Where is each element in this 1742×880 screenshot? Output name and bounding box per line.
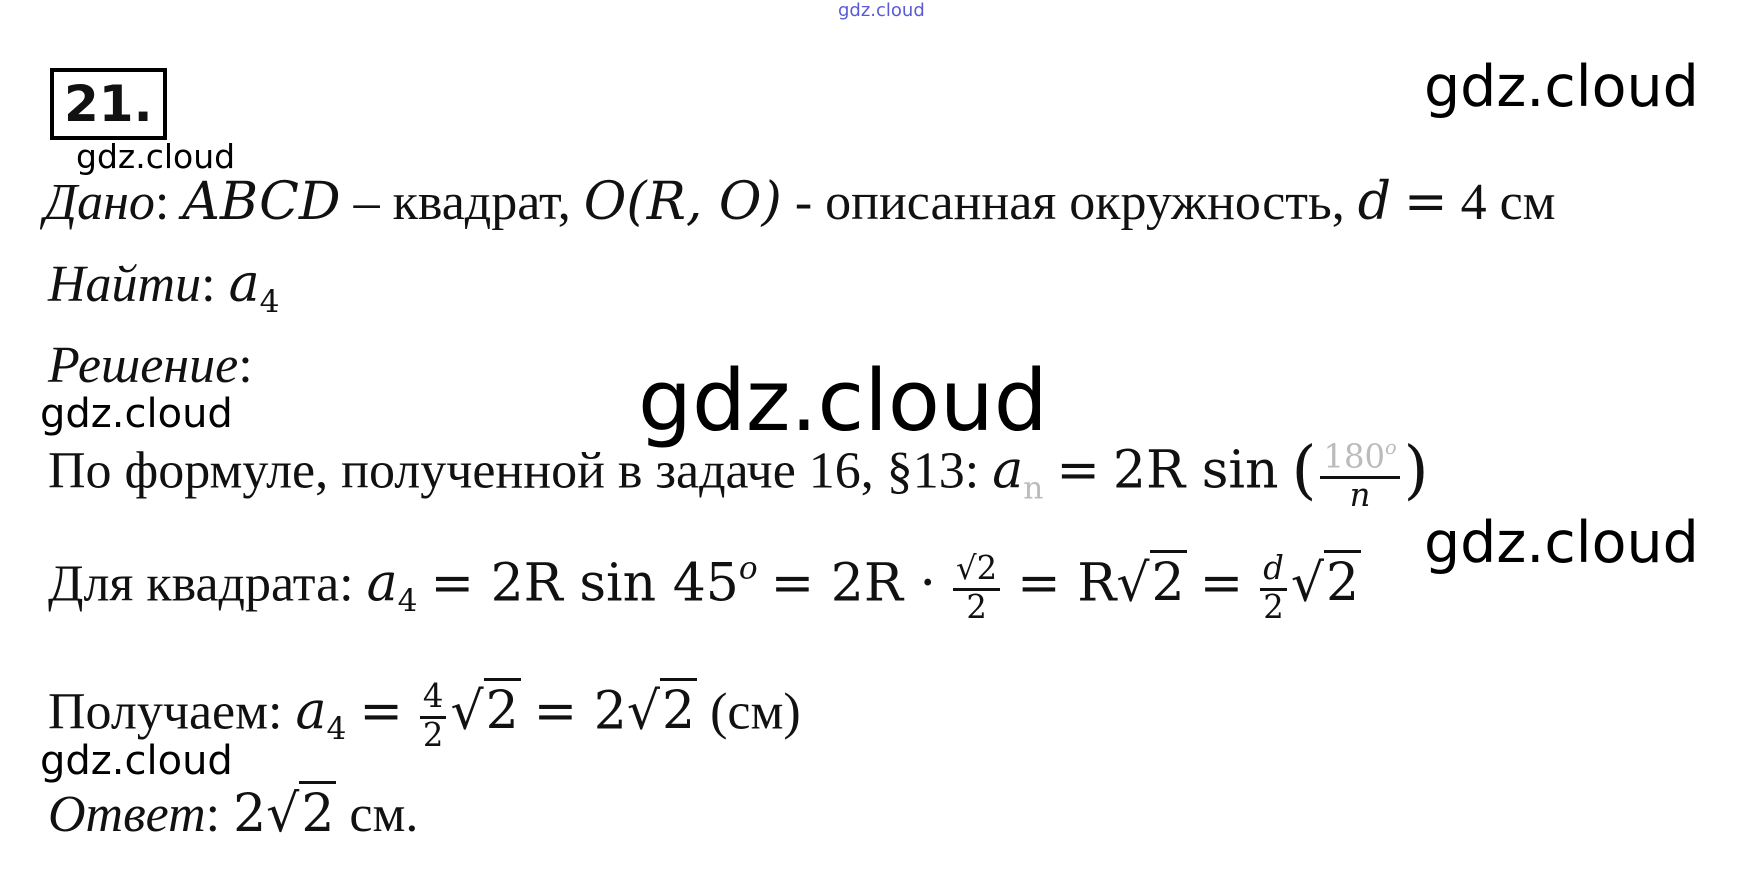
result-lhs-var: a xyxy=(295,681,327,742)
watermark-top: gdz.cloud xyxy=(838,0,925,21)
given-dash: – xyxy=(353,174,380,231)
result-frac-den: 2 xyxy=(422,715,444,754)
answer-unit: см. xyxy=(349,786,419,843)
answer-root-value: 2 xyxy=(299,781,336,844)
find-var: a xyxy=(228,254,260,314)
given-line: Дано: ABCD – квадрат, O(R, O) - описанная окружность, d = 4 см xyxy=(44,172,1556,232)
square-deg: o xyxy=(738,550,758,587)
given-eq: = xyxy=(1404,172,1448,232)
formula-lhs-index: n xyxy=(1023,470,1044,507)
given-d-value: 4 см xyxy=(1460,174,1556,231)
result-root-1: √2 xyxy=(450,678,520,741)
formula-frac-num: 180 xyxy=(1323,437,1385,476)
answer-line: Ответ: 2√2 см. xyxy=(48,788,418,841)
result-root-2-value: 2 xyxy=(660,678,697,741)
result-lhs-index: 4 xyxy=(326,711,347,748)
formula-frac-deg: o xyxy=(1385,436,1397,459)
find-index: 4 xyxy=(259,283,280,320)
square-part-1: = 2R sin 45 xyxy=(430,553,739,614)
square-frac1-num: √2 xyxy=(953,552,1000,591)
watermark-mid-right: gdz.cloud xyxy=(1424,510,1699,576)
watermark-small-3: gdz.cloud xyxy=(40,738,233,784)
formula-text: По формуле, полученной в задаче 16, §13: xyxy=(48,442,980,500)
result-unit: (см) xyxy=(710,683,801,741)
given-d-var: d xyxy=(1357,172,1392,232)
result-fraction xyxy=(420,677,447,754)
formula-line: По формуле, полученной в задаче 16, §13: $a_n = 2R$ sin ( $\frac{180^o}{n}$ ) xyxy=(48,433,1429,515)
solution-label: Решение xyxy=(48,337,239,394)
find-line: Найти: $a_4$ xyxy=(48,254,280,320)
result-frac-num: 4 xyxy=(420,680,447,719)
square-frac1-den: 2 xyxy=(966,587,987,626)
formula-lhs-var: a xyxy=(992,440,1024,501)
square-root-2-value: 2 xyxy=(1324,550,1361,613)
answer-root: √2 xyxy=(266,781,336,844)
result-root-1-value: 2 xyxy=(484,678,521,741)
result-text: Получаем: xyxy=(48,683,283,741)
find-label: Найти xyxy=(48,256,202,313)
square-frac2-den: 2 xyxy=(1263,587,1284,626)
square-part-4: = xyxy=(1199,553,1244,614)
given-label: Дано xyxy=(44,174,155,231)
watermark-small-2: gdz.cloud xyxy=(40,391,233,437)
watermark-center: gdz.cloud xyxy=(638,352,1048,451)
formula-fraction xyxy=(1320,438,1399,513)
watermark-small-1: gdz.cloud xyxy=(76,137,236,176)
watermark-top-right: gdz.cloud xyxy=(1424,54,1699,120)
given-circle-desc: - описанная окружность, xyxy=(794,174,1345,231)
result-line xyxy=(48,677,801,754)
square-lhs-var: a xyxy=(366,553,398,614)
problem-number: 21. xyxy=(50,68,167,140)
square-part-2: = 2R · xyxy=(770,553,937,614)
square-lhs-index: 4 xyxy=(397,583,418,620)
answer-coef: 2 xyxy=(233,784,267,844)
square-root-1: √2 xyxy=(1116,550,1186,613)
solution-line: Решение: xyxy=(48,337,253,394)
result-part-2: = 2 xyxy=(533,681,627,742)
square-part-3: = R xyxy=(1017,553,1117,614)
given-circle: O(R, O) xyxy=(583,172,782,232)
result-root-2: √2 xyxy=(627,678,697,741)
square-line xyxy=(48,549,1361,626)
square-fraction-1 xyxy=(953,549,1000,626)
answer-label: Ответ xyxy=(48,786,206,843)
square-text: Для квадрата: xyxy=(48,555,354,613)
square-root-2: √2 xyxy=(1291,550,1361,613)
formula-frac-den: n xyxy=(1349,476,1371,515)
formula-eq: = xyxy=(1056,440,1100,501)
given-shape: квадрат, xyxy=(392,174,571,231)
square-root-1-value: 2 xyxy=(1150,550,1187,613)
result-eq: = xyxy=(359,681,403,742)
square-fraction-2 xyxy=(1260,549,1287,626)
formula-rhs: 2R sin xyxy=(1112,440,1279,501)
square-frac2-num: d xyxy=(1260,552,1287,591)
given-figure: ABCD xyxy=(182,172,341,232)
